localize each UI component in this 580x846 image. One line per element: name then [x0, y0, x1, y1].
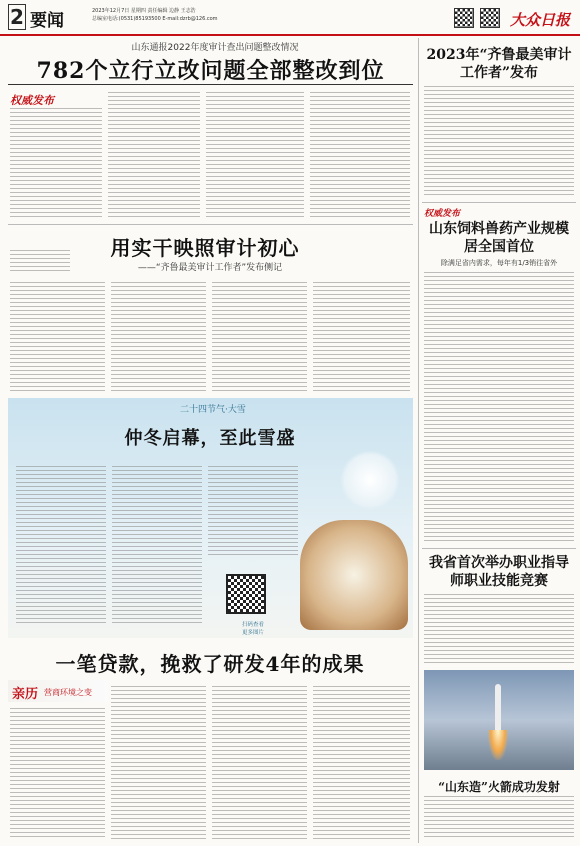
- seasonal-body-col2: [112, 466, 202, 626]
- divider: [8, 84, 413, 85]
- award-headline: 2023年“齐鲁最美审计工作者”发布: [426, 47, 572, 81]
- section-title: 要闻: [30, 11, 64, 31]
- qr-code-icon: [226, 574, 266, 614]
- feature-body-col1: [10, 282, 105, 392]
- lead-body-col1: [10, 108, 102, 218]
- column-divider: [418, 38, 419, 843]
- rocket-icon: [495, 684, 501, 732]
- rocket-headline: “山东造”火箭成功发射: [438, 780, 560, 794]
- qr-caption: 扫码查看 更多图片: [241, 622, 264, 636]
- authority-badge: 权威发布: [424, 209, 461, 219]
- qr-code-icon: [454, 8, 474, 28]
- feature-body-col2: [111, 282, 206, 392]
- divider: [422, 548, 576, 549]
- skills-headline: 我省首次举办职业指导师职业技能竞赛: [429, 555, 569, 589]
- feed-body: [424, 272, 574, 542]
- newspaper-logo: 大众日报: [510, 11, 571, 29]
- qr-code-icon: [480, 8, 500, 28]
- page-number: 2: [8, 4, 26, 30]
- feed-headline: 山东饲料兽药产业规模居全国首位: [429, 221, 569, 255]
- lead-body-col2: [108, 92, 200, 218]
- seasonal-body-col3: [208, 466, 298, 556]
- feature-body-col4: [313, 282, 410, 392]
- feature-body-col3: [212, 282, 307, 392]
- loan-body-col3: [212, 686, 307, 840]
- lead-body-col4: [310, 92, 410, 218]
- feature-headline: 用实干映照审计初心: [110, 236, 300, 260]
- lead-headline: 782个立行立改问题全部整改到位: [36, 58, 385, 84]
- feature-subhead: ——“齐鲁最美审计工作者”发布侧记: [137, 263, 283, 273]
- header-rule: [0, 34, 580, 36]
- feed-subhead: 除满足省内需求，每年有1/3销往省外: [440, 259, 558, 267]
- skills-body: [424, 594, 574, 664]
- seasonal-body-col1: [16, 466, 106, 626]
- dumpling-illustration: [300, 520, 408, 630]
- seasonal-headline: 仲冬启幕，至此雪盛: [124, 428, 296, 449]
- authority-badge: 权威发布: [10, 94, 54, 107]
- lead-kicker: 山东通报2022年度审计查出问题整改情况: [131, 43, 299, 53]
- divider: [8, 224, 413, 225]
- column-tag: 亲历: [12, 687, 39, 702]
- edition-meta-line1: 2023年12月7日 星期四 责任编辑 边静 王志浩: [92, 8, 196, 14]
- edition-meta: [92, 7, 218, 23]
- feature-byline: [10, 250, 70, 272]
- loan-body-col2: [111, 686, 206, 840]
- loan-headline: 一笔贷款，挽救了研发4年的成果: [55, 652, 365, 676]
- award-body: [424, 86, 574, 198]
- rocket-body: [424, 796, 574, 840]
- lead-body-col3: [206, 92, 304, 218]
- loan-body-col1: [10, 708, 105, 840]
- solar-term-banner: 二十四节气·大雪: [180, 405, 246, 415]
- flame-icon: [488, 730, 508, 760]
- divider: [422, 202, 576, 203]
- edition-meta-line2: 总编室电话:(0531)85193500 E-mail:dzrb@126.com: [92, 16, 218, 22]
- column-subtag: 营商环境之变: [44, 688, 92, 697]
- loan-body-col4: [313, 686, 410, 840]
- snowflake-icon: [340, 450, 400, 510]
